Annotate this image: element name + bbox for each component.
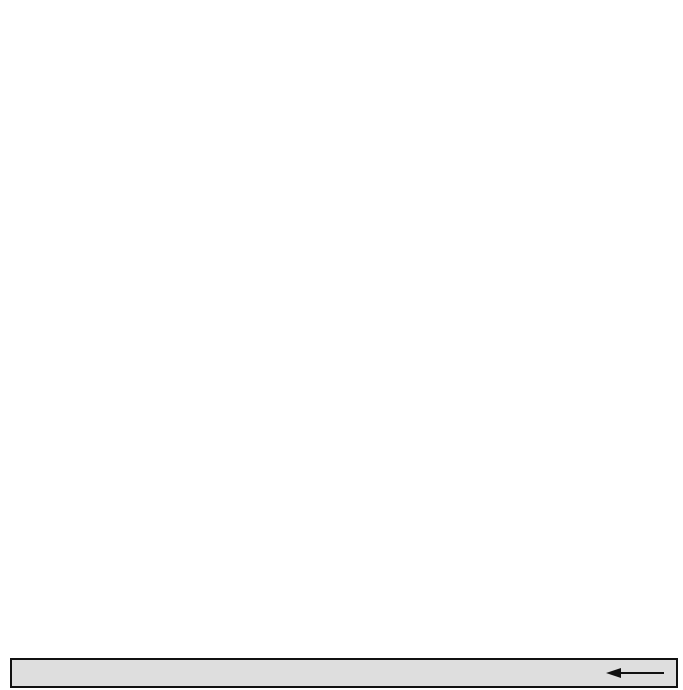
left-arrow-icon [606, 668, 621, 678]
model-example-bar [10, 658, 678, 688]
page-title [9, 5, 16, 23]
arrow-line [620, 672, 664, 674]
example-arrow [606, 668, 669, 678]
